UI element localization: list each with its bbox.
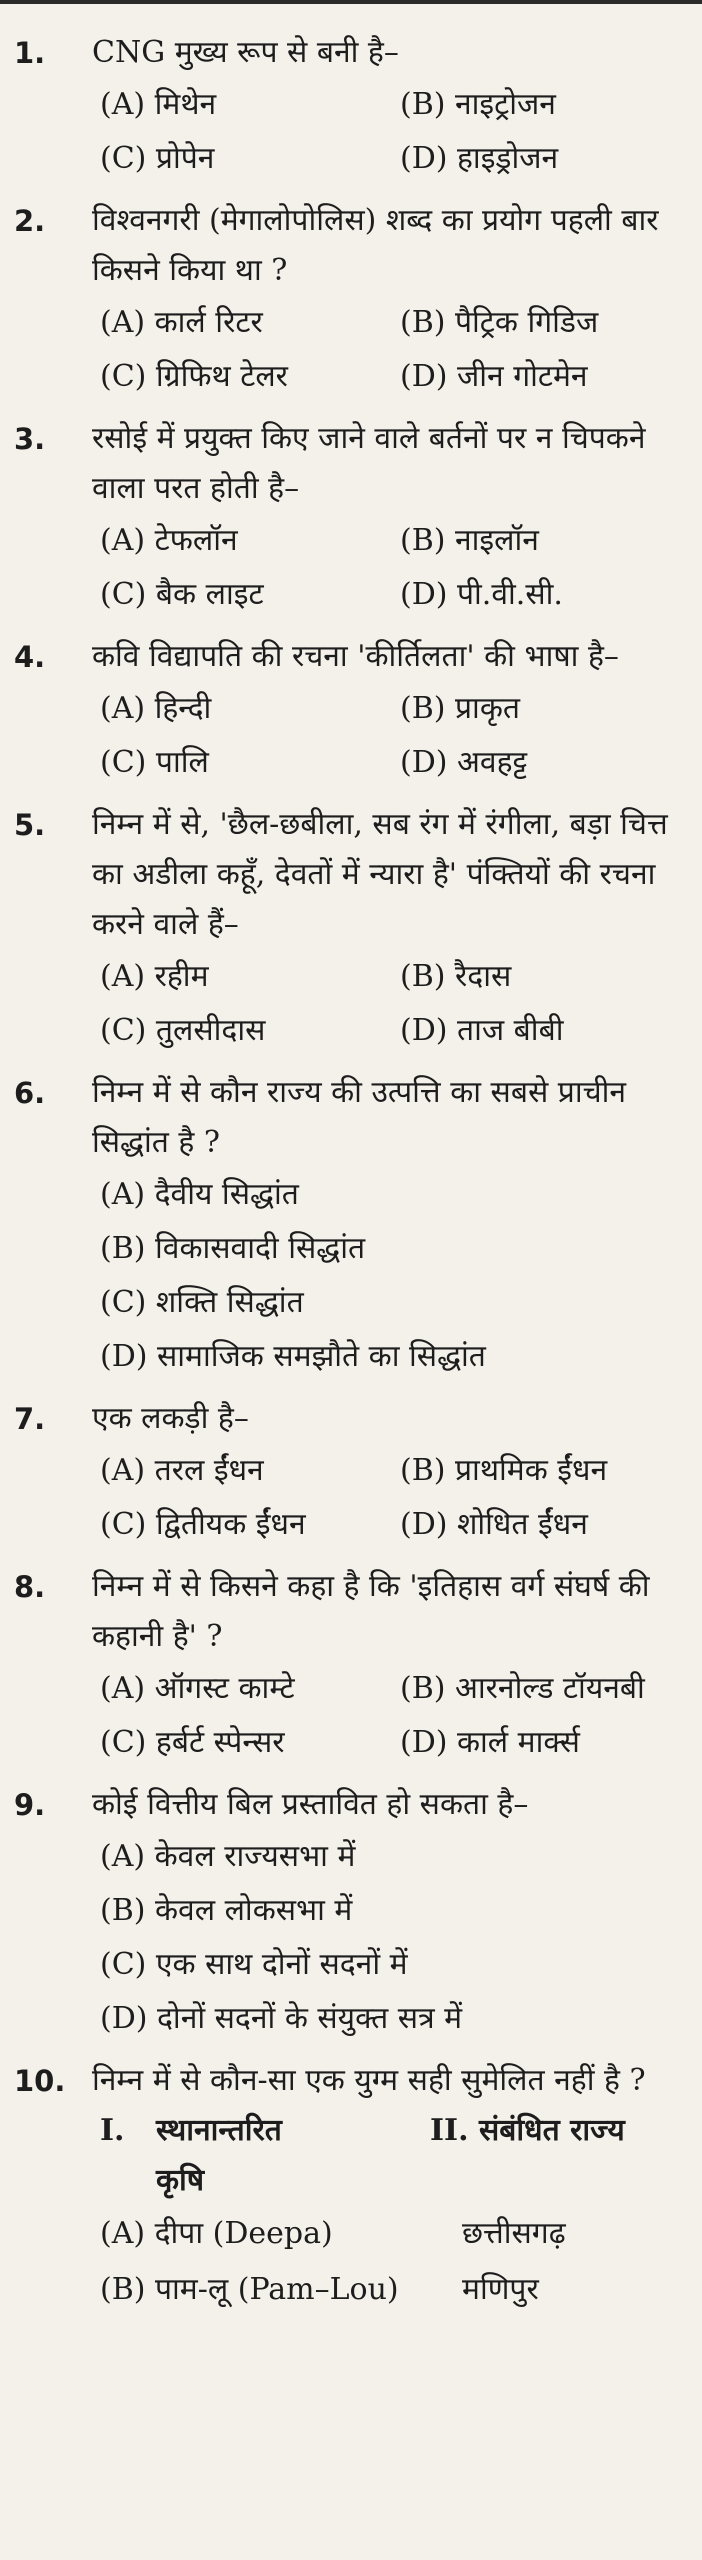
question-number: 5.	[14, 808, 46, 842]
question-9	[14, 1780, 688, 2046]
question-number: 9.	[14, 1788, 46, 1822]
pair-right: मणिपुर	[462, 2272, 539, 2307]
option-d: (D) हाइड्रोजन	[400, 141, 559, 176]
match-pairs	[14, 2206, 688, 2318]
question-text: निम्न में से किसने कहा है कि 'इतिहास वर्ग संघर्ष की कहानी है' ?	[92, 1569, 650, 1654]
options	[14, 1444, 688, 1552]
option-a: (A) टेफलॉन	[100, 523, 238, 558]
option-b: (B) रैदास	[400, 959, 512, 994]
option-c: (C) एक साथ दोनों सदनों में	[100, 1947, 408, 1982]
question-number: 2.	[14, 204, 46, 238]
question-1	[14, 28, 688, 186]
option-a: (A) ऑगस्ट काम्टे	[100, 1671, 295, 1706]
option-b: (B) आरनोल्ड टॉयनबी	[400, 1671, 645, 1706]
option-d: (D) कार्ल मार्क्स	[400, 1725, 580, 1760]
option-c: (C) पालि	[100, 745, 209, 780]
pair-row	[100, 2206, 688, 2262]
pair-right: छत्तीसगढ़	[462, 2216, 566, 2251]
options	[14, 1662, 688, 1770]
option-d: (D) दोनों सदनों के संयुक्त सत्र में	[100, 2001, 463, 2036]
option-d: (D) ताज बीबी	[400, 1013, 564, 1048]
question-text: CNG मुख्य रूप से बनी है–	[92, 35, 399, 70]
options	[14, 1168, 688, 1384]
options	[14, 1830, 688, 2046]
match-table-header	[14, 2106, 688, 2206]
question-number: 3.	[14, 422, 46, 456]
option-a: (A) कार्ल रिटर	[100, 305, 263, 340]
question-text: रसोई में प्रयुक्त किए जाने वाले बर्तनों पर न चिपकने वाला परत होती है–	[92, 421, 646, 506]
option-c: (C) द्वितीयक ईंधन	[100, 1507, 306, 1542]
question-8	[14, 1562, 688, 1770]
options	[14, 682, 688, 790]
question-6	[14, 1068, 688, 1384]
option-c: (C) शक्ति सिद्धांत	[100, 1285, 304, 1320]
question-7	[14, 1394, 688, 1552]
option-d: (D) पी.वी.सी.	[400, 577, 563, 612]
question-4	[14, 632, 688, 790]
question-text: निम्न में से कौन राज्य की उत्पत्ति का सबसे प्राचीन सिद्धांत है ?	[92, 1075, 627, 1160]
question-text: निम्न में से कौन-सा एक युग्म सही सुमेलित नहीं है ?	[92, 2063, 646, 2098]
question-text: विश्वनगरी (मेगालोपोलिस) शब्द का प्रयोग पहली बार किसने किया था ?	[92, 203, 659, 288]
option-d: (D) शोधित ईंधन	[400, 1507, 588, 1542]
question-5	[14, 800, 688, 1058]
option-d: (D) अवहट्ट	[400, 745, 528, 780]
option-d: (D) सामाजिक समझौते का सिद्धांत	[100, 1339, 486, 1374]
question-3	[14, 414, 688, 622]
option-c: (C) हर्बर्ट स्पेन्सर	[100, 1725, 285, 1760]
option-b: (B) प्राथमिक ईंधन	[400, 1453, 608, 1488]
pair-row	[100, 2262, 688, 2318]
question-text: कवि विद्यापति की रचना 'कीर्तिलता' की भाषा है–	[92, 639, 619, 674]
option-a: (A) तरल ईंधन	[100, 1453, 264, 1488]
question-text: एक लकड़ी है–	[92, 1401, 249, 1436]
question-text: कोई वित्तीय बिल प्रस्तावित हो सकता है–	[92, 1787, 529, 1822]
question-number: 10.	[14, 2064, 66, 2098]
column-1-number: I.	[100, 2113, 125, 2148]
option-c: (C) तुलसीदास	[100, 1013, 266, 1048]
question-number: 7.	[14, 1402, 46, 1436]
option-a: (A) हिन्दी	[100, 691, 212, 726]
options	[14, 950, 688, 1058]
question-number: 1.	[14, 36, 46, 70]
option-b: (B) केवल लोकसभा में	[100, 1893, 353, 1928]
option-b: (B) पैट्रिक गिडिज	[400, 305, 599, 340]
option-c: (C) ग्रिफिथ टेलर	[100, 359, 288, 394]
option-b: (B) विकासवादी सिद्धांत	[100, 1231, 366, 1266]
question-number: 6.	[14, 1076, 46, 1110]
option-a: (A) केवल राज्यसभा में	[100, 1839, 356, 1874]
option-d: (D) जीन गोटमेन	[400, 359, 588, 394]
question-text: निम्न में से, 'छैल-छबीला, सब रंग में रंगीला, बड़ा चित्त का अडीला कहूँ, देवतों में न्यारा है' पंक्तियों की रचना करने वाले हैं–	[92, 807, 668, 942]
option-a: (A) दैवीय सिद्धांत	[100, 1177, 299, 1212]
column-1-heading: स्थानान्तरित	[156, 2113, 282, 2148]
options	[14, 78, 688, 186]
question-number: 4.	[14, 640, 46, 674]
option-c: (C) प्रोपेन	[100, 141, 215, 176]
column-2-heading: II. संबंधित राज्य	[430, 2113, 625, 2148]
question-number: 8.	[14, 1570, 46, 1604]
options	[14, 296, 688, 404]
question-10	[14, 2056, 688, 2318]
column-1-subheading: कृषि	[156, 2163, 205, 2198]
options	[14, 514, 688, 622]
option-a: (A) मिथेन	[100, 87, 217, 122]
pair-left: (B) पाम-लू (Pam–Lou)	[100, 2272, 399, 2307]
question-2	[14, 196, 688, 404]
option-b: (B) नाइलॉन	[400, 523, 539, 558]
option-a: (A) रहीम	[100, 959, 209, 994]
option-b: (B) नाइट्रोजन	[400, 87, 556, 122]
pair-left: (A) दीपा (Deepa)	[100, 2216, 333, 2251]
option-c: (C) बैक लाइट	[100, 577, 264, 612]
option-b: (B) प्राकृत	[400, 691, 520, 726]
top-border	[0, 0, 702, 4]
